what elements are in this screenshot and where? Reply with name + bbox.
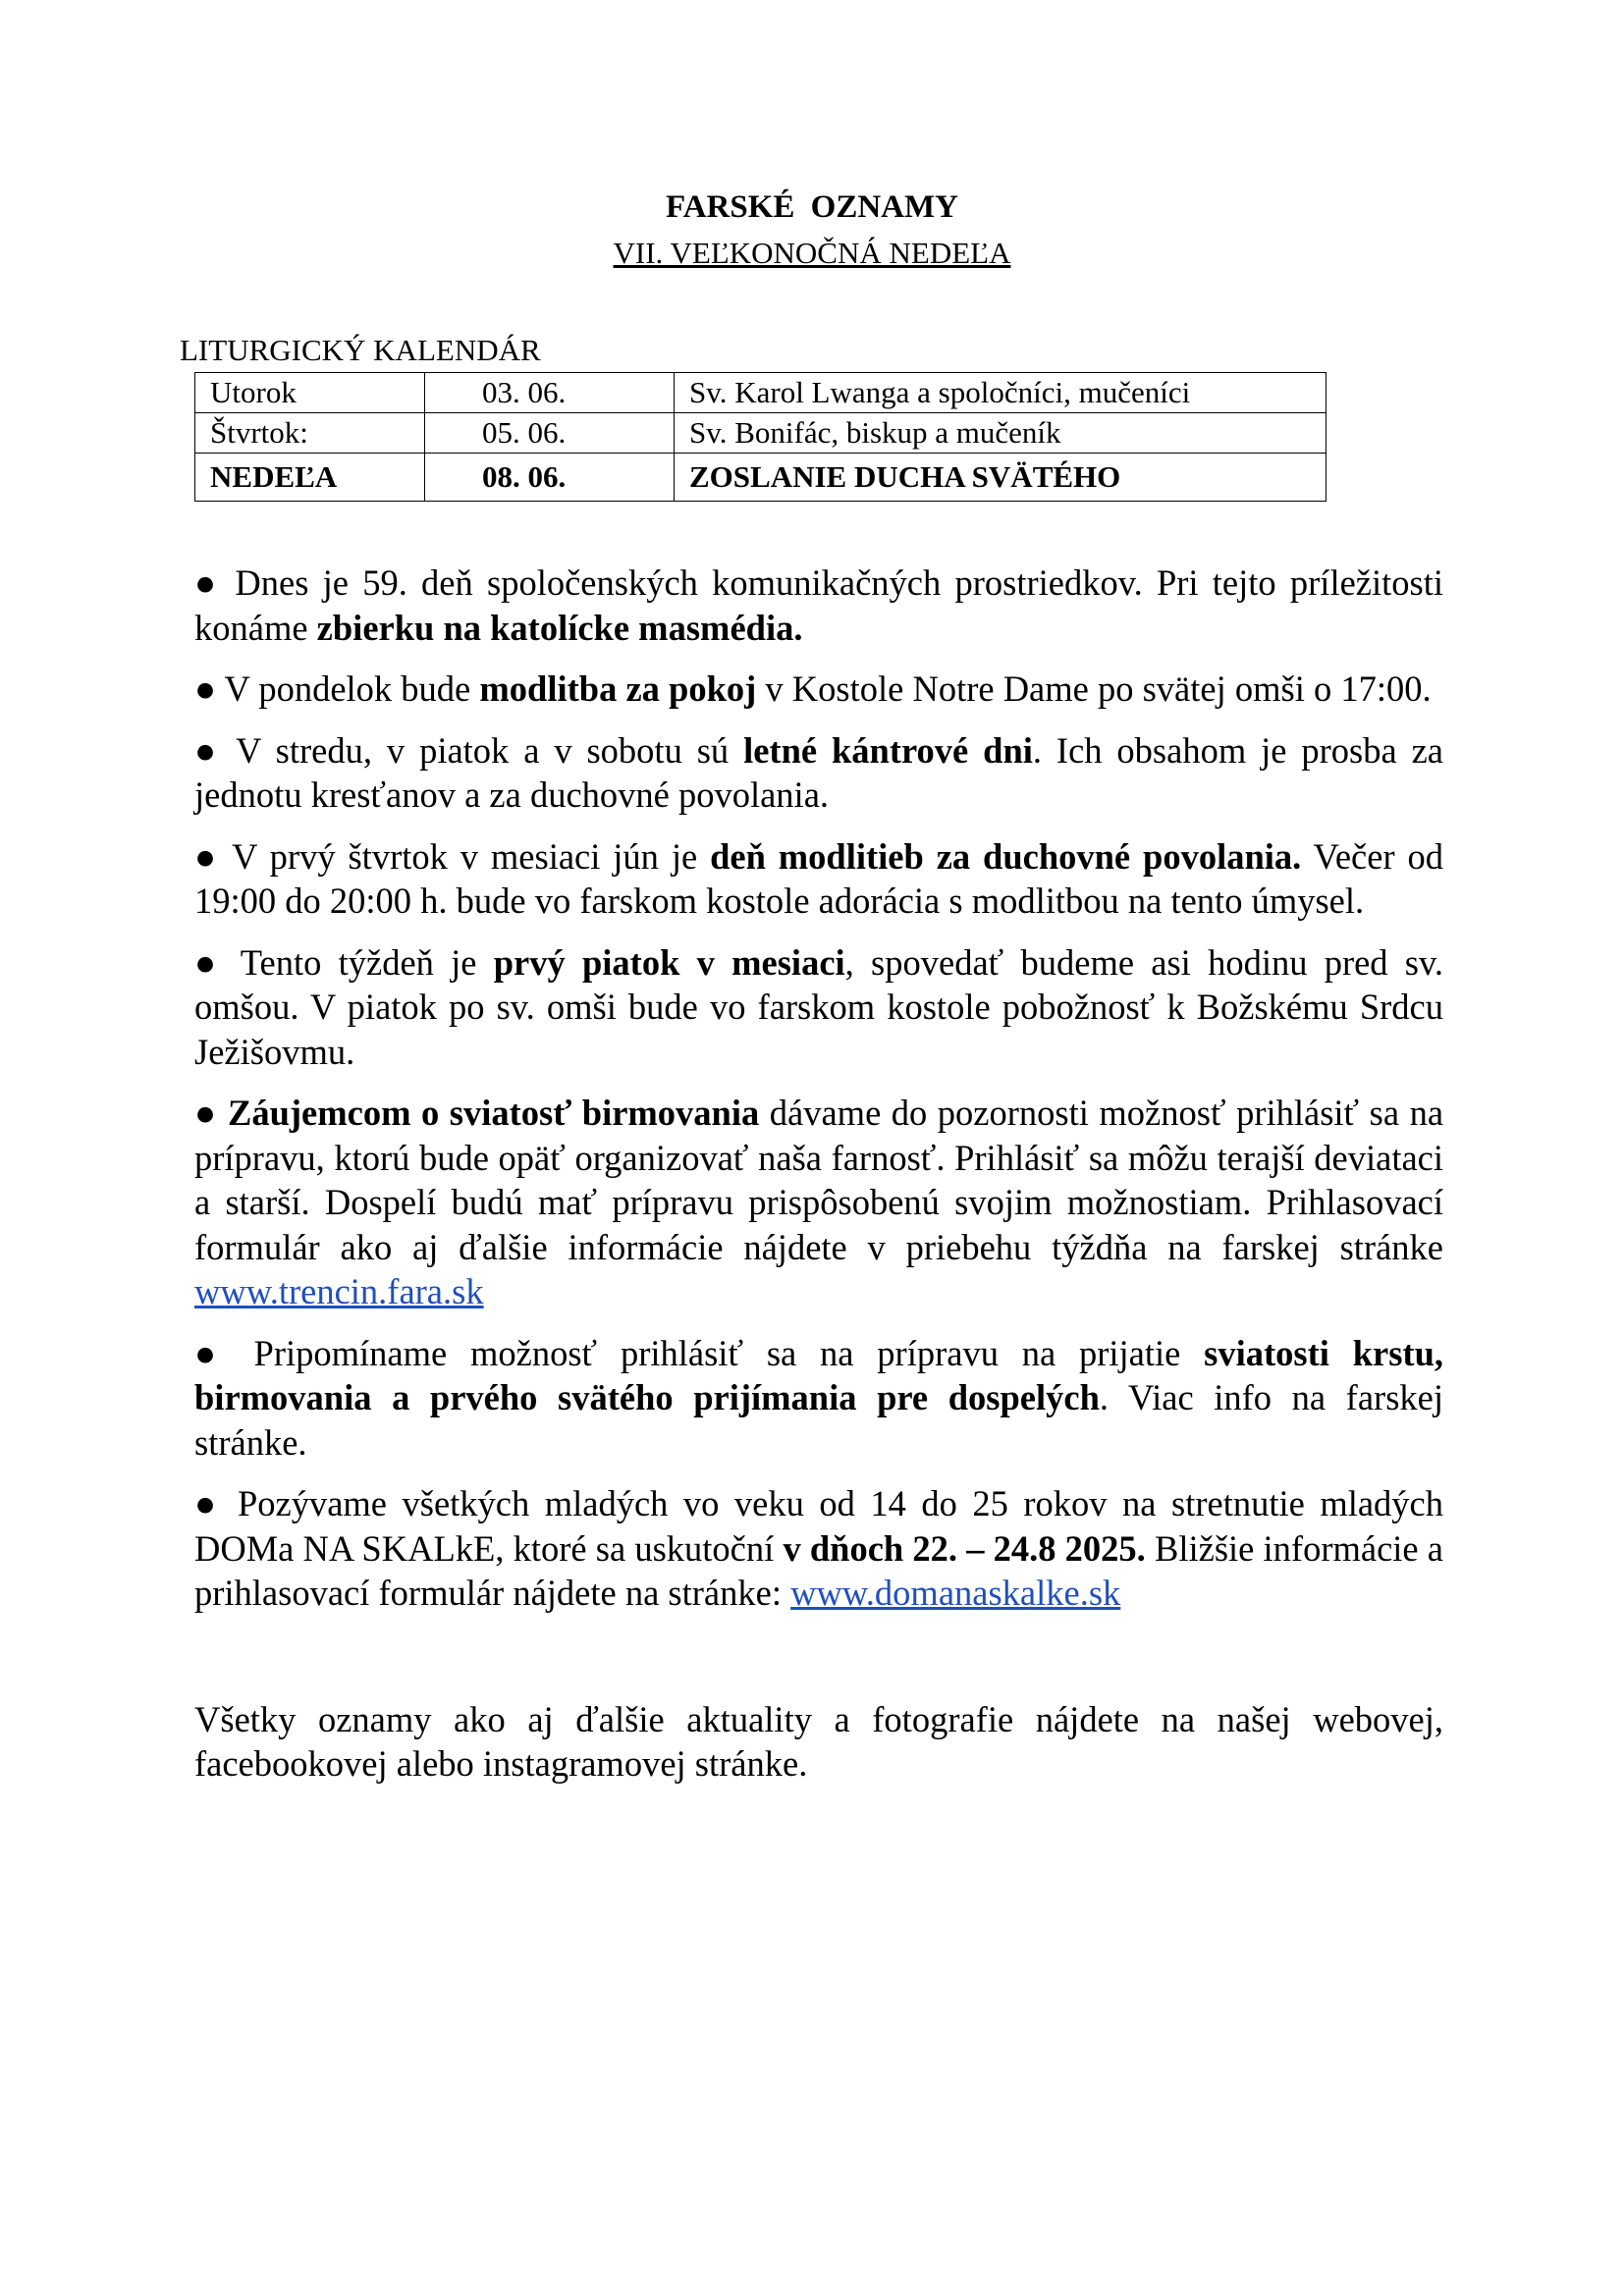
calendar-day: NEDEĽA: [195, 454, 425, 502]
calendar-heading: LITURGICKÝ KALENDÁR: [180, 333, 541, 367]
calendar-feast: Sv. Bonifác, biskup a mučeník: [675, 413, 1326, 454]
highlight-text: Záujemcom o sviatosť birmovania: [227, 1093, 760, 1133]
liturgical-calendar-table: [194, 372, 1326, 502]
announcement-item: ● V stredu, v piatok a v sobotu sú letné kántrové dni. Ich obsahom je prosba za jednotu kresťanov a za duchovné povolania.: [194, 729, 1443, 815]
bullet-icon: ●: [194, 668, 217, 709]
highlight-text: letné kántrové dni: [743, 729, 1033, 771]
calendar-feast: ZOSLANIE DUCHA SVÄTÉHO: [675, 454, 1326, 502]
calendar-date: 03. 06.: [425, 373, 675, 413]
calendar-feast: Sv. Karol Lwanga a spoločníci, mučeníci: [675, 373, 1326, 413]
page-subtitle: VII. VEĽKONOČNÁ NEDEĽA: [613, 236, 1011, 270]
bullet-icon: ●: [194, 1093, 218, 1133]
bullet-icon: ●: [194, 729, 222, 771]
calendar-day: Štvrtok:: [195, 413, 425, 454]
highlight-text: deň modlitieb za duchovné povolania.: [710, 835, 1302, 877]
announcements-list: [194, 561, 1443, 1803]
calendar-date: 08. 06.: [425, 454, 675, 502]
closing-note: Všetky oznamy ako aj ďalšie aktuality a fotografie nájdete na našej webovej, facebookovej alebo instagramovej stránke.: [194, 1698, 1443, 1784]
highlight-text: zbierku na katolícke masmédia.: [316, 607, 803, 648]
page-title: FARSKÉ OZNAMY: [666, 189, 958, 225]
announcement-item: ● Pripomíname možnosť prihlásiť sa na prípravu na prijatie sviatosti krstu, birmovania a prvého svätého prijímania pre dospelých. Viac info na farskej stránke.: [194, 1332, 1444, 1463]
calendar-date: 05. 06.: [425, 413, 675, 454]
table-row: [195, 454, 1326, 502]
calendar-day: Utorok: [195, 373, 425, 413]
highlight-text: modlitba za pokoj: [479, 668, 757, 709]
parish-website-link[interactable]: www.trencin.fara.sk: [194, 1271, 484, 1311]
announcement-item: ● Dnes je 59. deň spoločenských komunikačných prostriedkov. Pri tejto príležitosti konáme zbierku na katolícke masmédia.: [194, 562, 1444, 648]
table-row: [195, 413, 1326, 454]
bullet-icon: ●: [194, 941, 225, 983]
highlight-text: sviatosti krstu, birmovania a prvého svätého prijímania pre dospelých: [194, 1332, 1444, 1417]
bullet-icon: ●: [194, 835, 220, 877]
highlight-text: v dňoch 22. – 24.8 2025.: [783, 1527, 1146, 1569]
announcement-item: ● Pozývame všetkých mladých vo veku od 14 do 25 rokov na stretnutie mladých DOMa NA SKALkE, ktoré sa uskutoční v dňoch 22. – 24.8 2025. Bližšie informácie a prihlasovací formulár nájdete na stránke: www.domanaskalke.sk: [194, 1483, 1444, 1613]
announcement-item: ● Záujemcom o sviatosť birmovania dávame do pozornosti možnosť prihlásiť sa na prípravu, ktorú bude opäť organizovať naša farnosť. Prihlásiť sa môžu terajší deviataci a starší. Dospelí budú mať prípravu prispôsobenú svojim možnostiam. Prihlasovací formulár ako aj ďalšie informácie nájdete v priebehu týždňa na farskej stránke www.trencin.fara.sk: [194, 1093, 1444, 1311]
bullet-icon: ●: [194, 562, 222, 603]
announcement-item: ● V pondelok bude modlitba za pokoj v Kostole Notre Dame po svätej omši o 17:00.: [194, 668, 1432, 709]
youth-event-link[interactable]: www.domanaskalke.sk: [790, 1573, 1121, 1613]
announcement-item: ● V prvý štvrtok v mesiaci jún je deň modlitieb za duchovné povolania. Večer od 19:00 do 20:00 h. bude vo farskom kostole adorácia s modlitbou na tento úmysel.: [194, 835, 1444, 921]
highlight-text: prvý piatok v mesiaci: [493, 941, 845, 983]
bullet-icon: ●: [194, 1332, 231, 1373]
announcement-item: ● Tento týždeň je prvý piatok v mesiaci, spovedať budeme asi hodinu pred sv. omšou. V piatok po sv. omši bude vo farskom kostole pobožnosť k Božskému Srdcu Ježišovmu.: [194, 941, 1444, 1072]
table-row: [195, 373, 1326, 413]
bullet-icon: ●: [194, 1483, 223, 1523]
